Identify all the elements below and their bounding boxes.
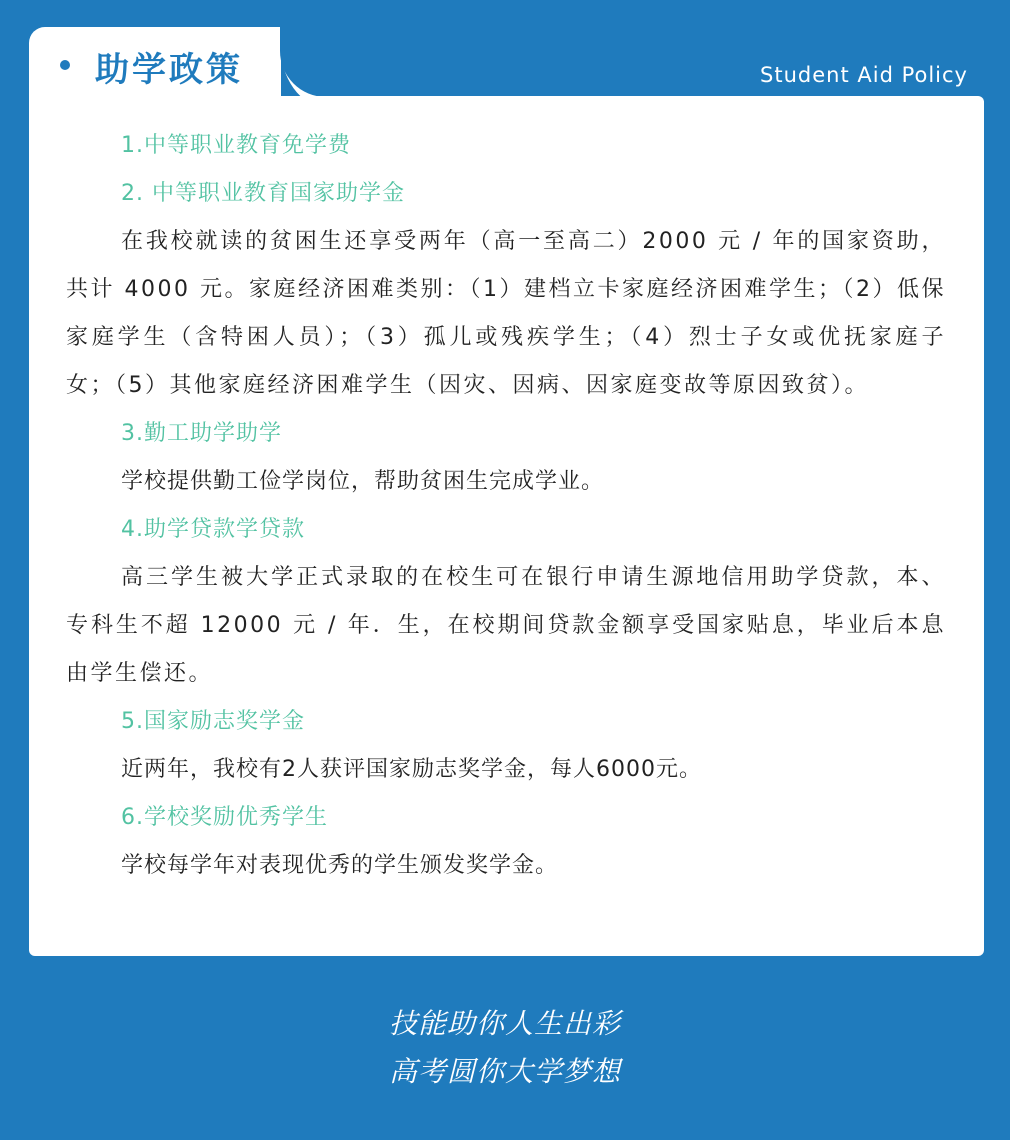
section-body-4: 高三学生被大学正式录取的在校生可在银行申请生源地信用助学贷款，本、专科生不超 12000 元 / 年．生，在校期间贷款金额享受国家贴息，毕业后本息由学生偿还。 (66, 565, 946, 686)
section-body-6: 学校每学年对表现优秀的学生颁发奖学金。 (121, 853, 559, 878)
section-heading-6: 6.学校奖励优秀学生 (121, 805, 328, 830)
page-title: 助学政策 (95, 50, 243, 90)
bullet-dot-icon (60, 60, 70, 70)
section-body-3: 学校提供勤工俭学岗位，帮助贫困生完成学业。 (121, 469, 605, 494)
section-heading-1: 1.中等职业教育免学费 (121, 133, 351, 158)
section-body-2: 在我校就读的贫困生还享受两年（高一至高二）2000 元 / 年的国家资助，共计 4000 元。家庭经济困难类别：（1）建档立卡家庭经济困难学生；（2）低保家庭学生（含特困人员）；（3）孤儿或残疾学生；（4）烈士子女或优抚家庭子女；（5）其他家庭经济困难学生（因灾、因病、因家庭变故等原因致贫）。 (66, 229, 946, 398)
slogan-line-1: 技能助你人生出彩 (388, 1007, 621, 1040)
slogan-line-2: 高考圆你大学梦想 (388, 1055, 621, 1088)
page-subtitle: Student Aid Policy (760, 63, 968, 87)
section-heading-3: 3.勤工助学助学 (121, 421, 282, 446)
section-heading-4: 4.助学贷款学贷款 (121, 517, 305, 542)
policy-list (66, 122, 946, 890)
title-tab-curve (280, 27, 326, 107)
section-heading-2: 2. 中等职业教育国家助学金 (121, 181, 405, 206)
section-body-5: 近两年，我校有2人获评国家励志奖学金，每人6000元。 (121, 757, 702, 782)
section-heading-5: 5.国家励志奖学金 (121, 709, 305, 734)
